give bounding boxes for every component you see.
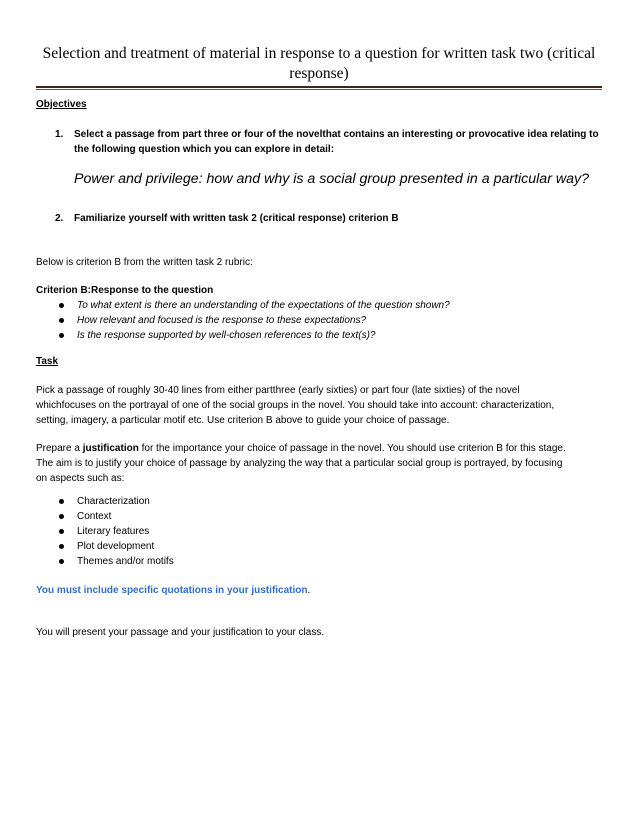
- task-line-1: Pick a passage of roughly 30-40 lines from either partthree (early sixties) or part four (late sixties) of the novel: [36, 385, 520, 396]
- bullet-icon: [59, 333, 64, 338]
- below-text: Below is criterion B from the written task 2 rubric:: [36, 257, 253, 268]
- item-2-text: Familiarize yourself with written task 2 (critical response) criterion B: [74, 213, 399, 224]
- aspects-list: [56, 494, 602, 569]
- criterion-heading: Criterion B:Response to the question: [36, 285, 214, 296]
- objectives-heading: Objectives: [36, 99, 87, 110]
- task-heading: Task: [36, 356, 59, 367]
- item-1-text: Select a passage from part three or four of the novelthat contains an interesting or provocative idea relating to the following question which you can explore in detail:: [74, 129, 599, 155]
- item-1-number: 1.: [55, 129, 64, 140]
- justification-word: justification: [82, 443, 139, 454]
- bullet-icon: [59, 544, 64, 549]
- list-item: To what extent is there an understanding of the expectations of the question shown?: [56, 298, 602, 313]
- list-item: Literary features: [56, 524, 602, 539]
- list-item: How relevant and focused is the response to these expectations?: [56, 313, 602, 328]
- present-text: You will present your passage and your justification to your class.: [36, 627, 325, 638]
- bullet-icon: [59, 499, 64, 504]
- bullet-icon: [59, 514, 64, 519]
- focus-question: Power and privilege: how and why is a social group presented in a particular way?: [74, 171, 589, 187]
- list-item: Context: [56, 509, 602, 524]
- prepare-line-3: on aspects such as:: [36, 473, 125, 484]
- bullet-icon: [59, 303, 64, 308]
- item-2-number: 2.: [55, 213, 64, 224]
- bullet-icon: [59, 318, 64, 323]
- task-line-3: setting, imagery, a particular motif etc. Use criterion B above to guide your choice of passage.: [36, 415, 450, 426]
- list-item: Is the response supported by well-chosen references to the text(s)?: [56, 328, 602, 343]
- task-line-2: whichfocuses on the portrayal of one of the social groups in the novel. You should take into account: characterization,: [36, 400, 555, 411]
- bullet-icon: [59, 559, 64, 564]
- bullet-icon: [59, 529, 64, 534]
- must-include-line: You must include specific quotations in your justification.: [36, 585, 311, 596]
- document-title: Selection and treatment of material in response to a question for written task two (critical response): [42, 45, 596, 82]
- criterion-list: [56, 298, 602, 343]
- title-rule: [36, 86, 602, 88]
- prepare-line-1: Prepare a justification for the importance your choice of passage in the novel. You should use criterion B for this stage.: [36, 443, 566, 454]
- must-include-text: You must include specific quotations in your justification: [36, 585, 308, 596]
- list-item: Plot development: [56, 539, 602, 554]
- list-item: Characterization: [56, 494, 602, 509]
- list-item: Themes and/or motifs: [56, 554, 602, 569]
- title-rule-thin: [36, 89, 602, 90]
- prepare-line-2: The aim is to justify your choice of passage by analyzing the way that a particular social group is portrayed, by focusing: [36, 458, 563, 469]
